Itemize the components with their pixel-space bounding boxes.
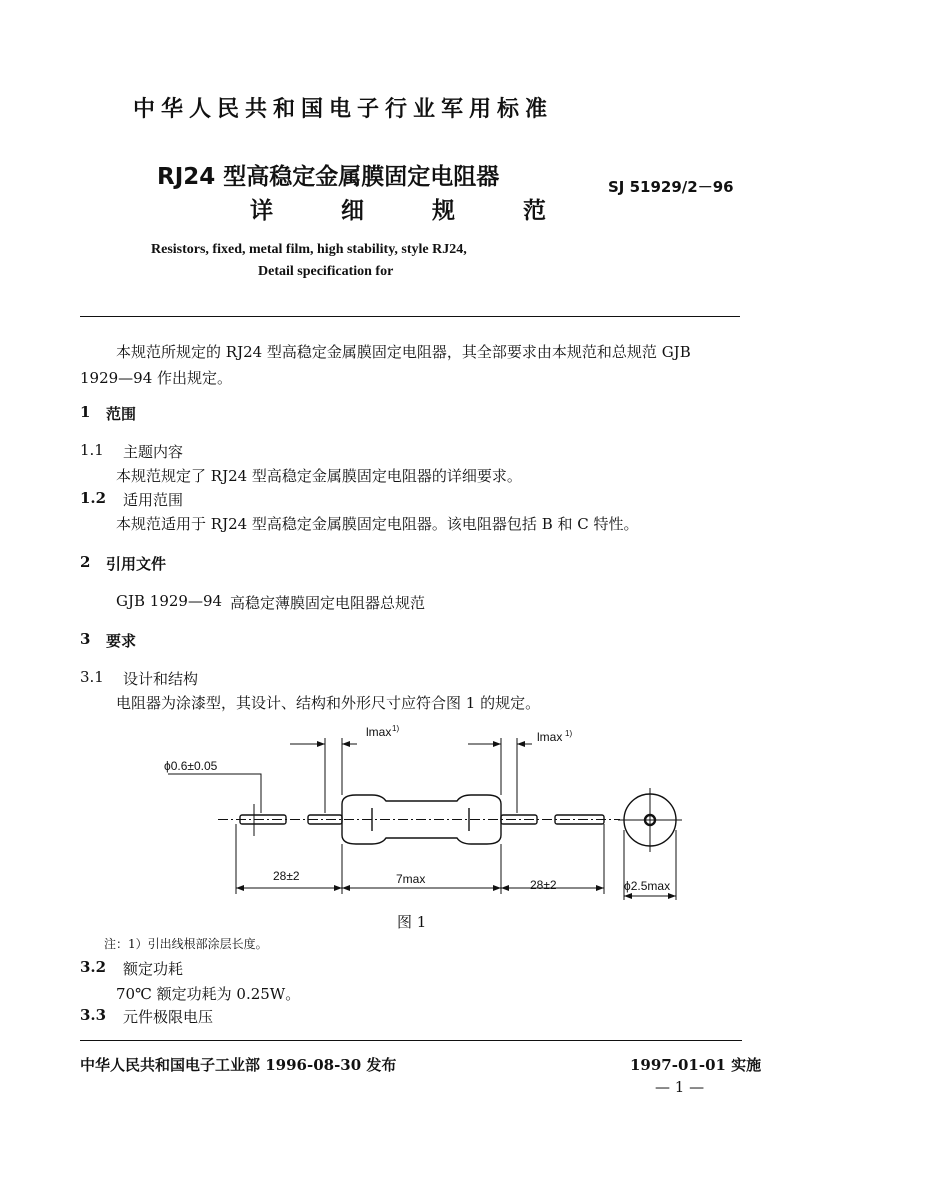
section-3-1-number: 3.1 bbox=[80, 668, 104, 686]
reference-name: 高稳定薄膜固定电阻器总规范 bbox=[230, 594, 426, 612]
lead-length-left-label: 28±2 bbox=[273, 869, 300, 883]
footer-effective-date: 1997-01-01 实施 bbox=[630, 1056, 762, 1074]
dim-lmax-right: lmax bbox=[537, 730, 563, 744]
figure-caption: 图 1 bbox=[397, 913, 427, 931]
section-1-2-number: 1.2 bbox=[80, 489, 107, 507]
section-3-2-text: 70℃ 额定功耗为 0.25W。 bbox=[116, 985, 301, 1003]
section-3-2-title: 额定功耗 bbox=[123, 960, 184, 978]
dim-lmax-left: lmax bbox=[366, 725, 392, 739]
section-2-title: 引用文件 bbox=[106, 555, 167, 573]
lead-diameter-label: ϕ0.6±0.05 bbox=[164, 759, 218, 773]
dim-lmax-left-sup: 1) bbox=[392, 724, 400, 733]
section-1-title: 范围 bbox=[106, 405, 137, 423]
standard-number: SJ 51929/2－96 bbox=[608, 178, 734, 196]
body-length-label: 7max bbox=[396, 872, 426, 886]
section-1-1-title: 主题内容 bbox=[123, 443, 184, 461]
section-3-number: 3 bbox=[80, 630, 91, 648]
section-3-title: 要求 bbox=[106, 632, 137, 650]
footer-issuer: 中华人民共和国电子工业部 1996-08-30 发布 bbox=[80, 1056, 397, 1074]
figure-note: 注：1）引出线根部涂层长度。 bbox=[104, 937, 268, 951]
body-diameter-label: ϕ2.5max bbox=[624, 879, 671, 893]
section-3-1-title: 设计和结构 bbox=[123, 670, 199, 688]
section-3-3-title: 元件极限电压 bbox=[123, 1008, 214, 1026]
section-1-number: 1 bbox=[80, 403, 91, 421]
section-1-1-text: 本规范规定了 RJ24 型高稳定金属膜固定电阻器的详细要求。 bbox=[116, 467, 522, 485]
dim-lmax-right-sup: 1) bbox=[565, 729, 573, 738]
section-3-2-number: 3.2 bbox=[80, 958, 107, 976]
footer-divider bbox=[80, 1040, 742, 1041]
doc-title-line1: RJ24 型高稳定金属膜固定电阻器 bbox=[157, 164, 500, 190]
intro-line2: 1929—94 作出规定。 bbox=[80, 369, 233, 387]
section-3-3-number: 3.3 bbox=[80, 1006, 107, 1024]
section-1-2-text: 本规范适用于 RJ24 型高稳定金属膜固定电阻器。该电阻器包括 B 和 C 特性。 bbox=[116, 515, 639, 533]
section-2-number: 2 bbox=[80, 553, 91, 571]
reference-code: GJB 1929—94 bbox=[116, 592, 223, 610]
english-title-line2: Detail specification for bbox=[258, 264, 394, 279]
doc-title-line2: 详 细 规 范 bbox=[250, 198, 577, 224]
section-1-2-title: 适用范围 bbox=[123, 491, 184, 509]
lead-length-right-label: 28±2 bbox=[530, 878, 557, 892]
header-divider bbox=[80, 316, 740, 317]
intro-line1: 本规范所规定的 RJ24 型高稳定金属膜固定电阻器，其全部要求由本规范和总规范 GJB bbox=[116, 343, 691, 361]
org-standard-heading: 中华人民共和国电子行业军用标准 bbox=[133, 97, 554, 122]
section-3-1-text: 电阻器为涂漆型，其设计、结构和外形尺寸应符合图 1 的规定。 bbox=[116, 694, 541, 712]
page-number: — 1 — bbox=[655, 1078, 705, 1096]
section-1-1-number: 1.1 bbox=[80, 441, 104, 459]
english-title-line1: Resistors, fixed, metal film, high stability, style RJ24, bbox=[151, 242, 467, 257]
resistor-outline-figure bbox=[0, 720, 950, 920]
